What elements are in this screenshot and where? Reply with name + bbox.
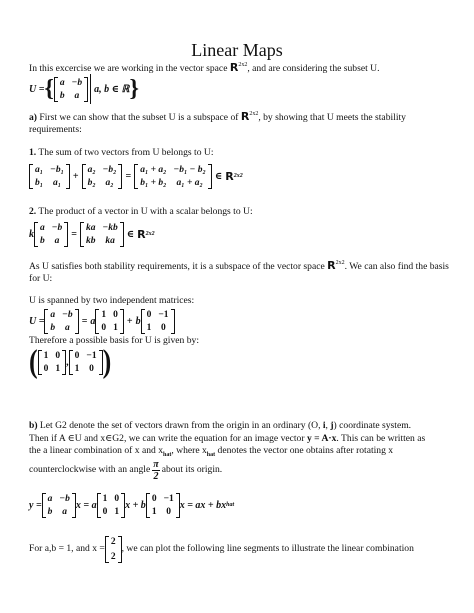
frac-denominator: 2 [153,471,159,482]
space-symbol: R [240,110,250,123]
matrix-cell: b [59,90,65,101]
matrix-cell: 1 [146,322,152,333]
matrix-cell: −b₂ [102,164,117,175]
part-a-paragraph [29,111,455,136]
space-exponent: 2x2 [335,260,345,266]
part-b-text: Then if A ∈U and x∈G2, we can write the equation for an image vector [29,432,307,444]
matrix [44,309,78,334]
basis-j: j [330,420,334,431]
set-lhs: U = [29,83,45,95]
matrix-cell: 0 [113,309,118,320]
matrix-cell: −b [62,309,73,320]
var-x: x [75,499,81,511]
part-b-text: denotes the vector one obtains after rotating x [215,445,394,457]
comma: , [325,420,331,431]
part-b-paragraph [29,420,455,462]
matrix-cell: 0 [102,506,108,517]
matrix [97,493,126,518]
xb-term: x + b [125,499,146,511]
matrix-cell: 1 [102,493,108,504]
matrix-cell: −b [51,222,63,233]
scalar-equation: k a −b b a = ka −kb kb ka ∈ R 2x2 [29,222,155,246]
matrix-cell: b₁ + b₂ [140,177,167,188]
intro-text: In this excercise we are working in the vector space [29,63,230,74]
matrix-cell: 0 [89,363,94,374]
right-brace: } [129,76,139,102]
matrix [34,222,68,247]
matrix [82,164,123,189]
matrix [146,493,180,518]
scalar-k: k [29,228,34,240]
matrix [141,309,175,334]
matrix-cell: −kb [102,222,118,233]
req-label: 1. [29,147,37,158]
matrix-cell: 1 [43,350,49,361]
span-equation: U = a −b b a = a 1 0 0 1 + b 0 −1 1 0 [29,306,175,336]
matrix-cell: b [47,506,53,517]
matrix-cell: a [40,222,45,233]
matrix [54,77,88,102]
matrix-cell: 1 [101,309,107,320]
plus-sign: + [126,315,133,327]
matrix-cell: −b₁ [50,164,64,175]
requirement-2 [29,206,455,218]
matrix-cell: ka [85,222,96,233]
matrix-cell: 1 [114,506,120,517]
part-b-text: . This can be written as [336,432,426,444]
matrix-cell: 0 [166,506,172,517]
image-equation: y = A·x [306,432,337,444]
vector-cell: 2 [110,536,116,547]
hat-subscript: hat [206,452,216,459]
basis-set: ( 1 0 0 1 , 0 −1 1 0 ) [29,343,112,380]
basis-i: i [322,420,326,431]
eq-a: = a [80,499,97,511]
requirement-1 [29,147,455,159]
space-exponent: 2x2 [238,62,248,68]
final-paragraph [29,532,455,566]
matrix [80,222,124,247]
part-b-text: Let G2 denote the set of vectors drawn from the origin in an ordinary (O, [37,420,323,431]
matrix-cell: 0 [114,493,120,504]
span-lhs: U = [29,315,45,327]
req-label: 2. [29,206,37,217]
final-text: For a,b = 1, and x = [29,542,105,554]
set-definition [29,74,139,104]
result-term: x = ax + bx [179,499,227,511]
matrix [42,493,76,518]
frac-numerator: π [153,459,159,470]
matrix-cell: 0 [43,363,49,374]
conclusion-text-end: . We can also find the basis for U: [29,261,449,285]
matrix-cell: −1 [86,350,97,361]
matrix-cell: a₂ [87,164,96,175]
matrix-cell: −1 [163,493,174,504]
left-brace: { [44,76,54,102]
matrix-cell: 1 [151,506,157,517]
part-b-text: the a linear combination of x and x [29,445,164,457]
set-condition: a, b ∈ ℝ [94,83,130,95]
matrix-cell: 1 [74,363,80,374]
right-paren: ) [102,343,112,380]
element-of: ∈ [214,170,223,182]
matrix-cell: 0 [146,309,152,320]
matrix-cell: a₁ + a₂ [176,177,203,188]
space-symbol: R [229,61,239,74]
part-b-label: b) [29,420,38,431]
matrix-cell: 0 [101,322,107,333]
req-text: The sum of two vectors from U belongs to U: [36,147,214,158]
part-a-label: a) [29,112,37,123]
matrix-cell: −1 [158,309,169,320]
matrix-cell: a [59,77,65,88]
matrix-cell: a₁ [52,177,61,188]
part-b-angle-line [29,459,455,482]
matrix [134,164,212,189]
matrix-cell: 0 [151,493,157,504]
matrix-cell: ka [105,235,115,246]
part-b-text: , where x [171,445,207,457]
space-symbol: R [137,227,146,241]
matrix [29,164,70,189]
part-a-text-end: , by showing that U meets the stability requirements: [29,112,406,136]
matrix-cell: −b [59,493,70,504]
spanned-text: U is spanned by two independent matrices: [29,295,195,306]
matrix-cell: b [40,235,45,246]
matrix-cell: b₂ [87,177,96,188]
hat-subscript: hat [163,452,172,459]
matrix [69,350,103,375]
matrix [38,350,67,375]
part-b-text: about its origin. [161,464,223,476]
matrix-cell: a₁ + a₂ [140,164,167,175]
matrix-cell: b₁ [35,177,44,188]
hat-subscript: hat [226,502,235,508]
matrix-cell: 0 [161,322,166,333]
matrix-cell: a [47,493,53,504]
conclusion-text: As U satisfies both stability requirements, it is a subspace of the vector space [29,261,328,272]
basis-text: Therefore a possible basis for U is given by: [29,335,199,346]
matrix-cell: a [65,322,70,333]
matrix-cell: −b [71,77,83,88]
space-symbol: R [225,169,234,183]
part-b-text: counterclockwise with an angle [29,464,151,476]
element-of: ∈ [126,228,135,240]
space-symbol: R [327,259,336,272]
final-text-end: , we can plot the following line segments to illustrate the linear combination [121,542,414,554]
y-lhs: y = [29,499,42,511]
matrix-cell: −b₁ − b₂ [173,164,206,175]
matrix-cell: 0 [74,350,80,361]
matrix-cell: a [62,506,68,517]
matrix-cell: a [74,90,80,101]
vector-cell: 2 [110,551,116,562]
coef-a: a [90,315,96,327]
matrix-cell: 1 [55,363,61,374]
matrix-cell: a [50,309,56,320]
angle-fraction [152,459,159,482]
space-exponent: 2x2 [249,111,259,117]
sum-equation: a₁ −b₁ b₁ a₁ + a₂ −b₂ b₂ a₂ = a₁ + a₂ −b₁ − b₂ b₁ + b₂ a₁ + a₂ ∈ R 2x2 [29,160,243,192]
coef-b: b [135,315,141,327]
conclusion-paragraph [29,260,455,285]
matrix-cell: a₁ [35,164,44,175]
left-paren: ( [29,343,38,380]
part-b-text: ) coordinate system. [333,420,412,431]
matrix-cell: a₂ [105,177,114,188]
page-title: Linear Maps [191,40,283,60]
vector-x [105,536,122,563]
matrix-cell: 1 [113,322,118,333]
matrix-cell: a [54,235,60,246]
req-text: The product of a vector in U with a scalar belongs to U: [36,206,253,217]
matrix [95,309,124,334]
matrix-cell: b [50,322,56,333]
intro-text-end: , and are considering the subset U. [247,63,380,74]
matrix-cell: kb [85,235,96,246]
matrix-cell: 0 [55,350,61,361]
part-a-text: First we can show that the subset U is a subspace of [37,112,241,123]
y-equation [29,490,234,520]
